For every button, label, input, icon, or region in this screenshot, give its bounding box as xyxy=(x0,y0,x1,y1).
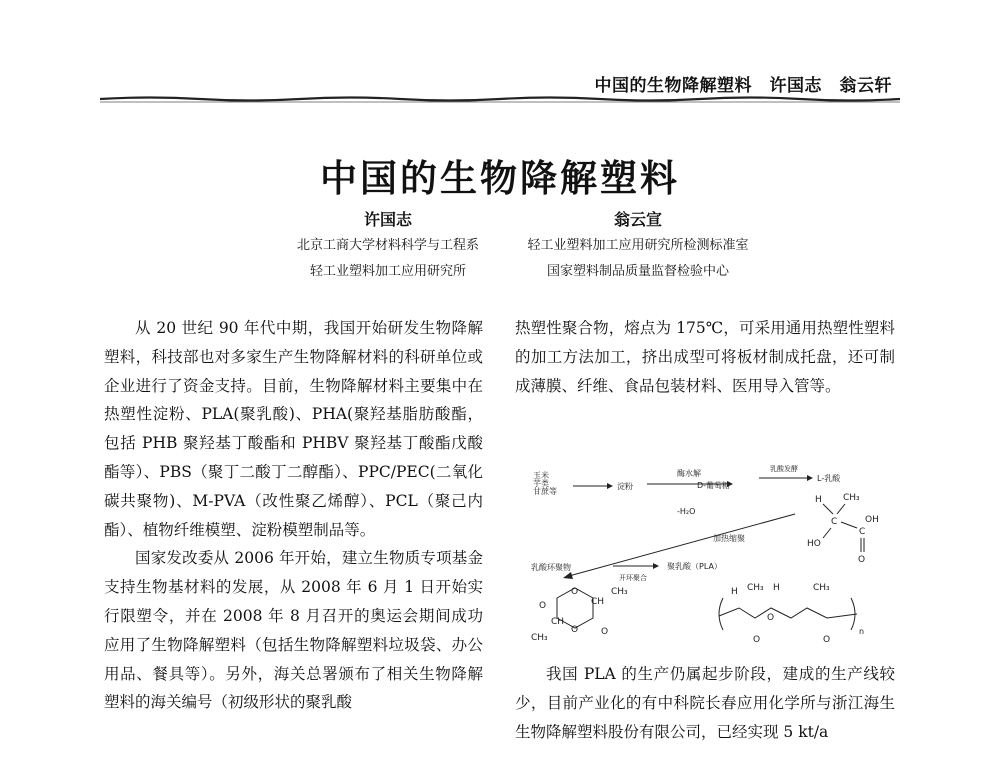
atom-label: n xyxy=(859,627,865,636)
paragraph: 我国 PLA 的生产仍属起步阶段，建成的生产线较少，目前产业化的有中科院长春应用化学所与浙江海生生物降解塑料股份有限公司，已经实现 5 kt/a xyxy=(515,665,895,741)
author-name: 翁云宣 xyxy=(613,210,662,229)
atom-label: CH₃ xyxy=(843,493,860,503)
pla-label: 聚乳酸（PLA） xyxy=(667,562,722,571)
lactic-acid-label: L-乳酸 xyxy=(817,474,841,483)
fermentation-label: 乳酸发酵 xyxy=(770,465,798,473)
atom-label: O xyxy=(753,635,761,645)
article-title: 中国的生物降解塑料 xyxy=(320,157,680,200)
paragraph: 从 20 世纪 90 年代中期，我国开始研发生物降解塑料，科技部也对多家生产生物降解材料的科研单位或企业进行了资金支持。目前，生物降解材料主要集中在热塑性淀粉、PLA(聚乳酸)、PHA(聚羟基脂肪酸酯，包括 PHB 聚羟基丁酸酯和 PHBV 聚羟基丁酸酯戊酸酯等）、PBS（聚丁二酸丁二醇酯）、PPC/PEC(二氧化碳共聚物)、M-PVA（改性聚乙烯醇）、PCL（聚己内酯）、植物纤维模塑、淀粉模塑制品等。 xyxy=(104,319,483,539)
ring-opening-label: 开环聚合 xyxy=(619,574,647,582)
atom-label: O xyxy=(823,635,831,645)
atom-label: C xyxy=(859,527,866,537)
atom-label: H xyxy=(731,587,738,597)
raw-material-label: 芋类 xyxy=(533,479,549,488)
bracket xyxy=(719,598,723,630)
bond xyxy=(837,504,845,514)
starch-label: 淀粉 xyxy=(617,482,633,491)
atom-label: O xyxy=(571,587,579,597)
running-header: 中国的生物降解塑料 许国志 翁云轩 xyxy=(594,76,892,96)
hydrolase-label: 酶水解 xyxy=(677,469,701,478)
atom-label: O xyxy=(601,627,609,637)
arrow-head xyxy=(653,563,659,569)
arrow-head xyxy=(563,572,573,579)
atom-label: O xyxy=(767,613,775,623)
atom-label: CH₃ xyxy=(611,587,628,597)
bond xyxy=(823,528,831,538)
atom-label: CH xyxy=(591,597,605,607)
atom-label: O xyxy=(539,601,547,611)
atom-label: H xyxy=(815,495,822,505)
atom-label: CH xyxy=(551,617,565,627)
paragraph: 国家发改委从 2006 年开始，建立生物质专项基金支持生物基材料的发展，从 2008 年 6 月 1 日开始实行限塑令，并在 2008 年 8 月召开的奥运会期间成功应用了生物降解塑料（包括生物降解塑料垃圾袋、办公用品、餐具等）。另外，海关总署颁布了相关生物降解塑料的海关编号（初级形状的聚乳酸 xyxy=(104,549,483,712)
atom-label: CH₃ xyxy=(531,633,548,643)
glucose-label: D-葡萄糖 xyxy=(697,481,731,490)
pla-backbone xyxy=(719,608,857,618)
atom-label: OH xyxy=(865,515,879,525)
author-affiliation: 轻工业塑料加工应用研究所 xyxy=(309,264,466,279)
raw-material-label: 玉米 xyxy=(533,471,549,480)
arrow-head xyxy=(807,475,813,481)
right-column xyxy=(515,314,895,400)
atom-label: CH₃ xyxy=(747,583,764,593)
paragraph: 热塑性聚合物，熔点为 175℃，可采用通用热塑性塑料的加工方法加工，挤出成型可将板材制成托盘，还可制成薄膜、纤维、食品包装材料、医用导入管等。 xyxy=(515,319,895,395)
atom-label: HO xyxy=(807,539,821,549)
bond xyxy=(823,504,833,514)
author-affiliation: 国家塑料制品质量监督检验中心 xyxy=(546,264,729,279)
author-affiliation: 北京工商大学材料科学与工程系 xyxy=(296,238,479,253)
dehydration-label: -H₂O xyxy=(677,507,696,516)
pla-synthesis-diagram xyxy=(527,448,887,646)
raw-material-label: 甘蔗等 xyxy=(533,487,557,496)
header-rule xyxy=(100,92,900,106)
author-affiliation: 轻工业塑料加工应用研究所检测标准室 xyxy=(527,238,749,253)
atom-label: H xyxy=(773,583,780,593)
right-column-continued xyxy=(515,660,895,746)
left-column xyxy=(104,314,483,717)
lactide-label: 乳酸环聚物 xyxy=(531,563,571,572)
bond xyxy=(841,522,857,528)
condensation-label: 加热缩聚 xyxy=(713,534,745,543)
atom-label: O xyxy=(858,555,866,565)
arrow-head xyxy=(607,483,613,489)
atom-label: O xyxy=(571,625,579,635)
author-block-2 xyxy=(468,207,808,285)
atom-label: CH₃ xyxy=(813,583,830,593)
author-name: 许国志 xyxy=(363,210,412,229)
atom-label: C xyxy=(831,517,838,527)
